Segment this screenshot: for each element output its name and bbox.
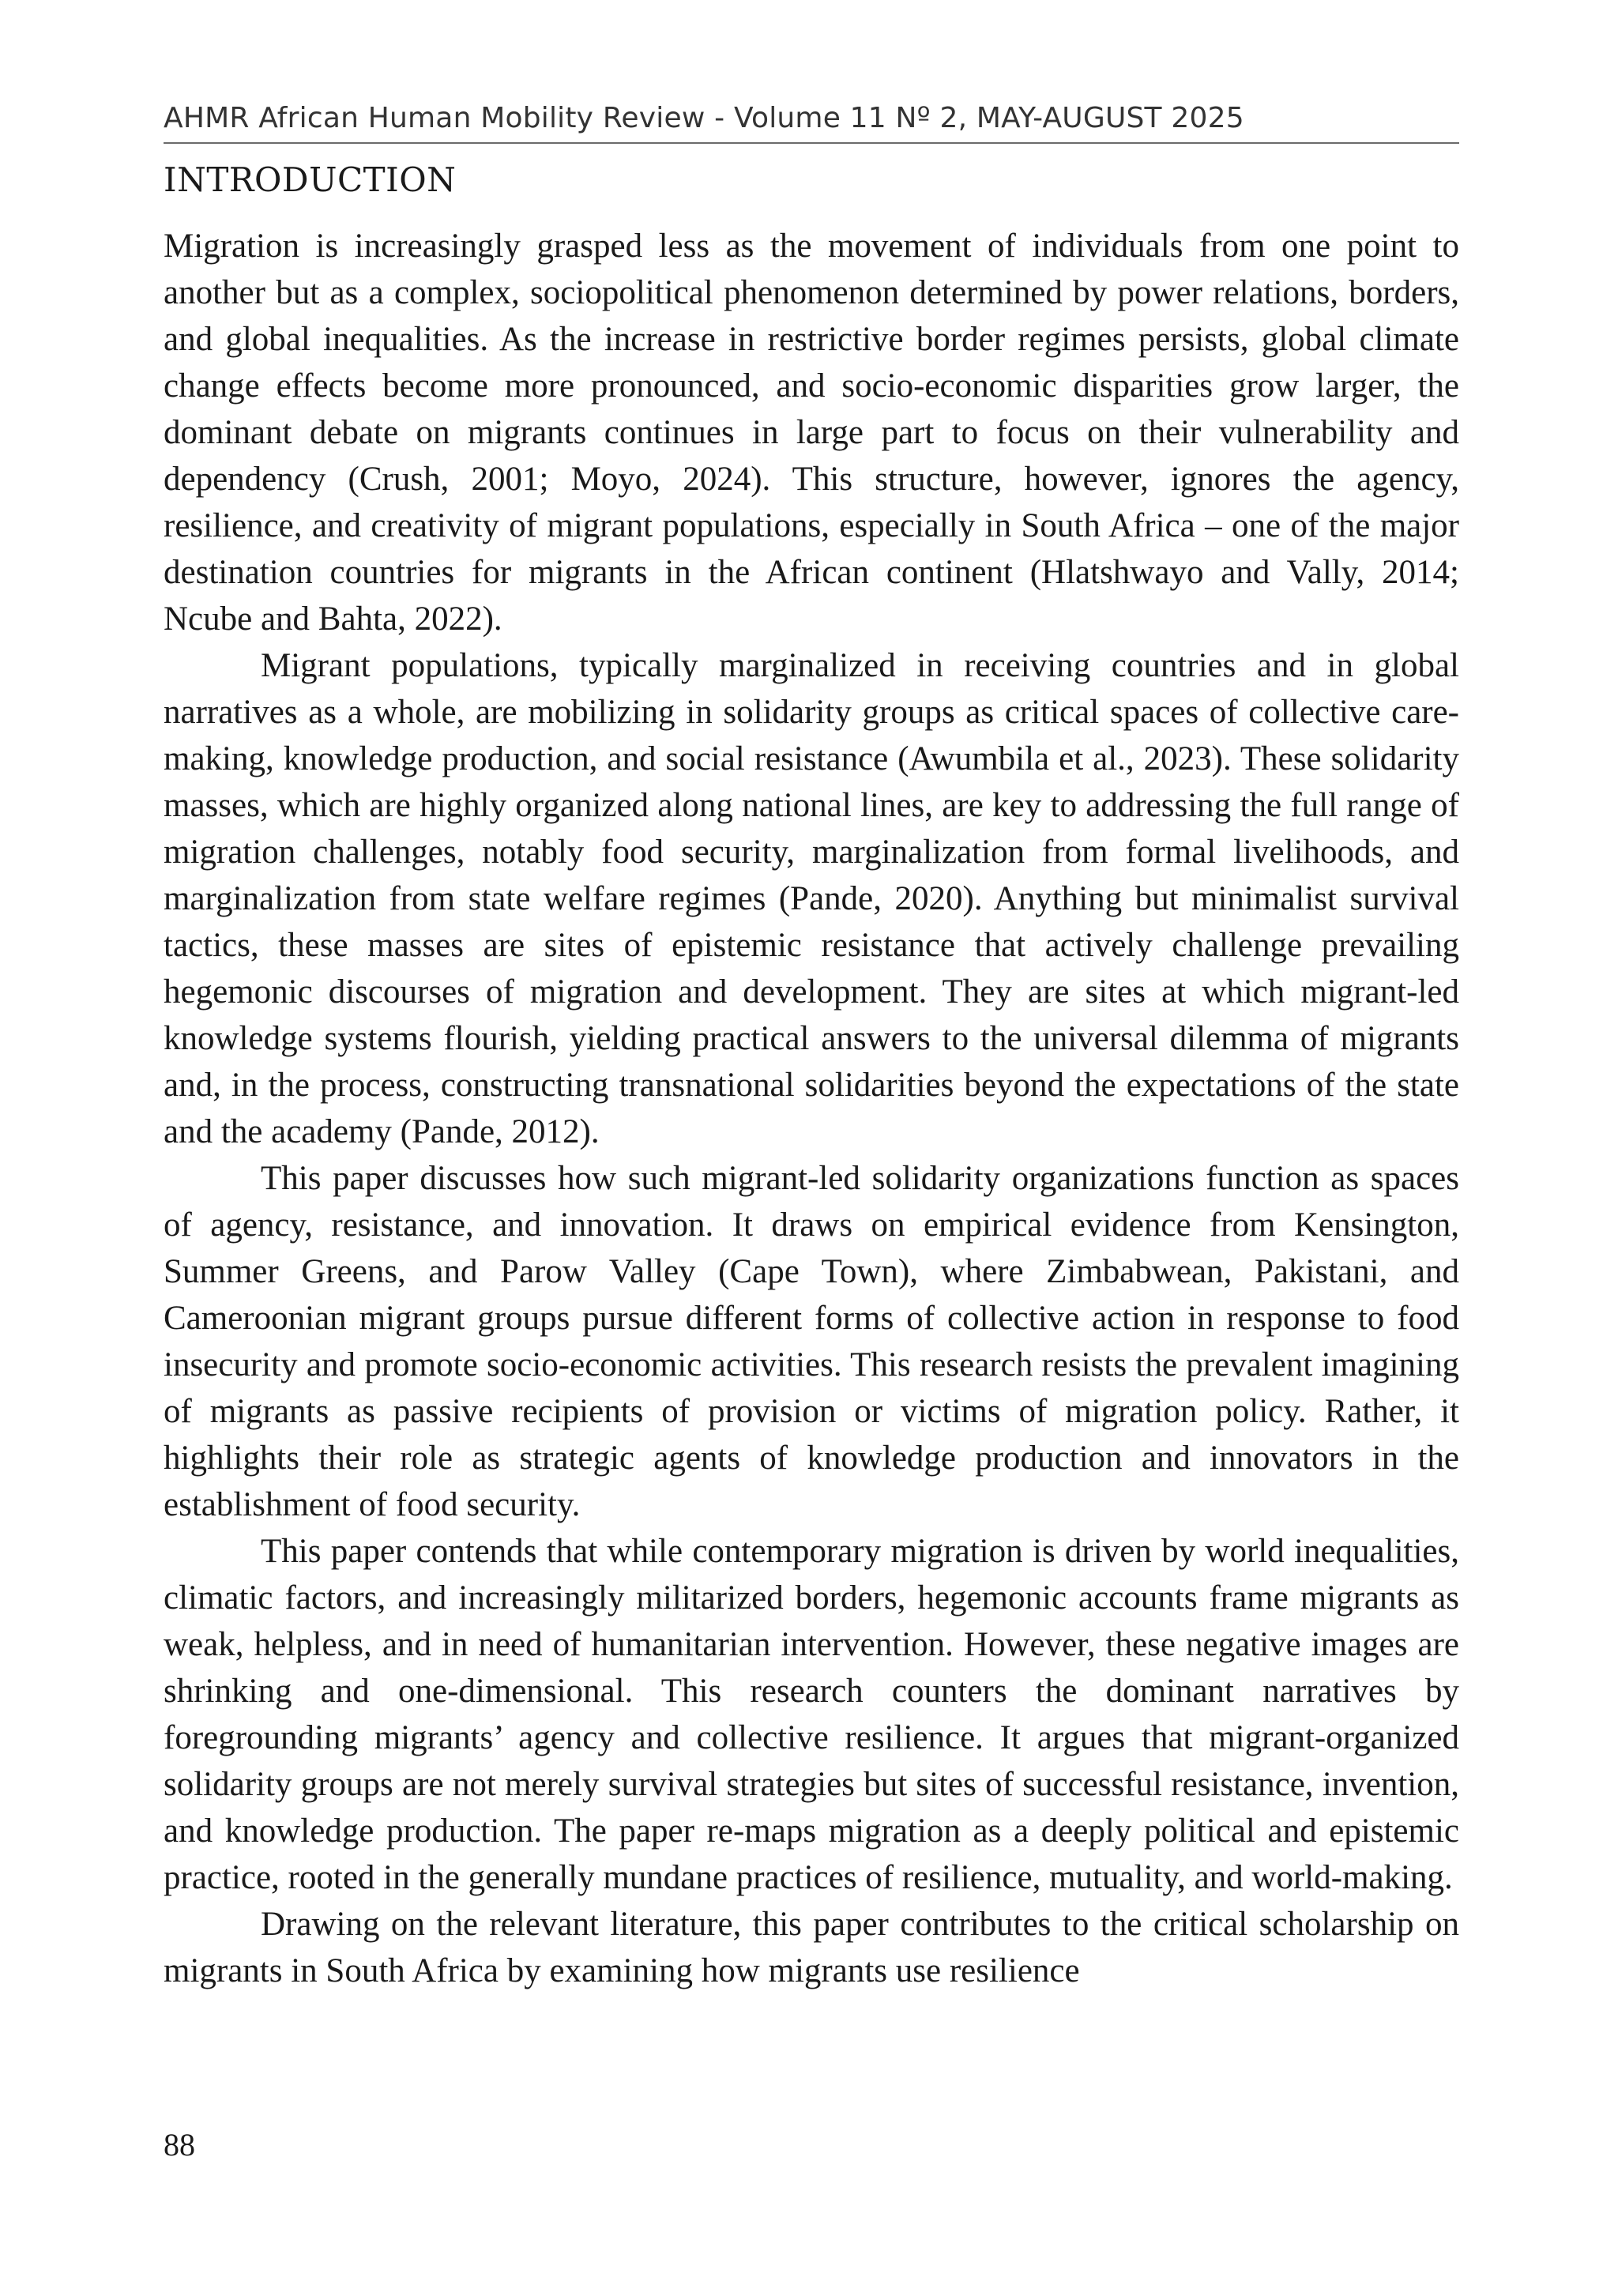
paragraph-3: This paper discusses how such migrant-led solidarity organizations function as spaces of agency, resistance, and innovation. It draws on empirical evidence from Kensington, Summer Greens, and Parow Valley (Cape Town), where Zimbabwean, Pakistani, and Cameroonian migrant groups pursue different forms of collective action in response to food insecurity and promote socio-economic activities. This research resists the prevalent imagining of migrants as passive recipients of provision or victims of migration policy. Rather, it highlights their role as strategic agents of knowledge production and innovators in the establishment of food security. bbox=[164, 1160, 1459, 1523]
paragraph-5: Drawing on the relevant literature, this paper contributes to the critical scholarship on migrants in South Africa by examining how migrants use resilience bbox=[164, 1906, 1459, 1989]
header-divider bbox=[164, 142, 1459, 144]
page-number: 88 bbox=[164, 2127, 195, 2162]
paragraph-4: This paper contends that while contemporary migration is driven by world inequalities, climatic factors, and increasingly militarized borders, hegemonic accounts frame migrants as weak, helpless, and in need of humanitarian intervention. However, these negative images are shrinking and one-dimensional. This research counters the dominant narratives by foregrounding migrants’ agency and collective resilience. It argues that migrant-organized solidarity groups are not merely survival strategies but sites of successful resistance, invention, and knowledge production. The paper re-maps migration as a deeply political and epistemic practice, rooted in the generally mundane practices of resilience, mutuality, and world-making. bbox=[164, 1533, 1459, 1896]
section-heading: INTRODUCTION bbox=[164, 160, 457, 199]
paragraph-2: Migrant populations, typically marginalized in receiving countries and in global narratives as a whole, are mobilizing in solidarity groups as critical spaces of collective care-making, knowledge production, and social resistance (Awumbila et al., 2023). These solidarity masses, which are highly organized along national lines, are key to addressing the full range of migration challenges, notably food security, marginalization from formal livelihoods, and marginalization from state welfare regimes (Pande, 2020). Anything but minimalist survival tactics, these masses are sites of epistemic resistance that actively challenge prevailing hegemonic discourses of migration and development. They are sites at which migrant-led knowledge systems flourish, yielding practical answers to the universal dilemma of migrants and, in the process, constructing transnational solidarities beyond the expectations of the state and the academy (Pande, 2012). bbox=[164, 647, 1459, 1150]
paragraph-1: Migration is increasingly grasped less as the movement of individuals from one point to another but as a complex, sociopolitical phenomenon determined by power relations, borders, and global inequalities. As the increase in restrictive border regimes persists, global climate change effects become more pronounced, and socio-economic disparities grow larger, the dominant debate on migrants continues in large part to focus on their vulnerability and dependency (Crush, 2001; Moyo, 2024). This structure, however, ignores the agency, resilience, and creativity of migrant populations, especially in South Africa – one of the major destination countries for migrants in the African continent (Hlatshwayo and Vally, 2014; Ncube and Bahta, 2022). bbox=[164, 228, 1459, 638]
running-header: AHMR African Human Mobility Review - Volume 11 Nº 2, MAY-AUGUST 2025 bbox=[164, 102, 1244, 134]
body-text bbox=[164, 223, 1459, 1994]
